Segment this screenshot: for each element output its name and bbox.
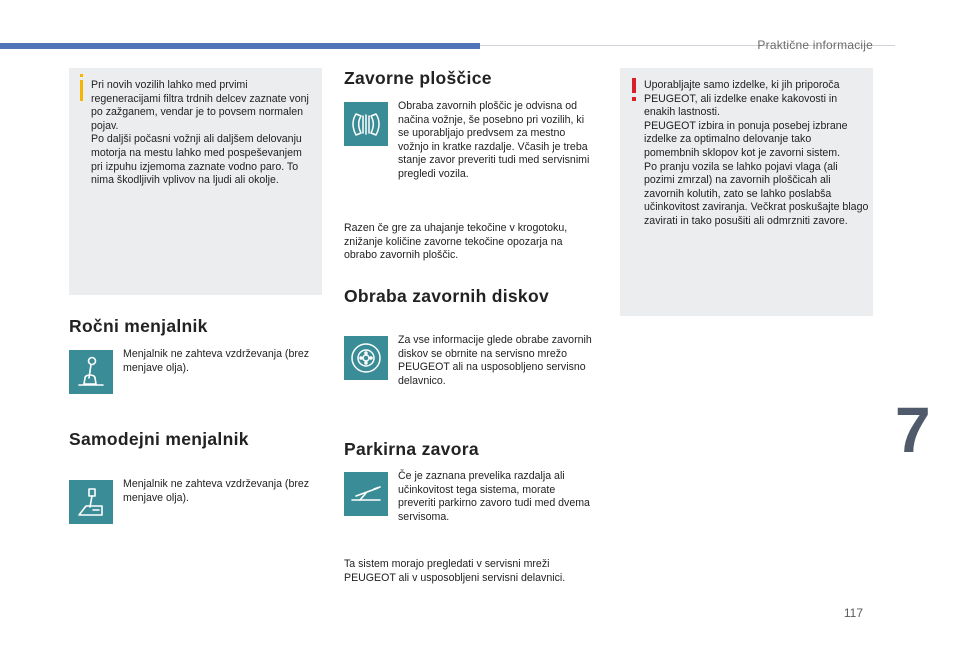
automatic-gearbox-text: Menjalnik ne zahteva vzdrževanja (brez menjave olja). xyxy=(123,478,310,504)
parking-brake-text: Če je zaznana prevelika razdalja ali učinkovitost tega sistema, morate preveriti parkirno zavoro tudi med dvema servisoma. xyxy=(398,470,590,523)
parking-brake-lever-icon xyxy=(344,472,388,516)
manual-gearbox-title: Ročni menjalnik xyxy=(69,316,208,336)
chapter-number: 7 xyxy=(895,394,931,466)
manual-gear-lever-icon xyxy=(69,350,113,394)
brake-discs-title: Obraba zavornih diskov xyxy=(344,286,549,306)
brake-discs-text: Za vse informacije glede obrabe zavornih diskov se obrnite na servisno mrežo PEUGEOT ali na usposobljeno servisno delavnico. xyxy=(398,334,592,387)
warning-note xyxy=(620,68,873,316)
brake-pads-text-2: Razen če gre za uhajanje tekočine v krogotoku, znižanje količine zavorne tekočine opozarja na obrabo zavornih ploščic. xyxy=(344,222,568,262)
brake-pads-title: Zavorne ploščice xyxy=(344,68,492,88)
parking-brake-text-2: Ta sistem morajo pregledati v servisni mreži PEUGEOT ali v usposobljeni servisni delavnici. xyxy=(344,558,566,584)
info-icon xyxy=(80,80,83,101)
brake-pads-text: Obraba zavornih ploščic je odvisna od načina vožnje, še posebno pri vozilih, ki se uporabljajo predvsem za mestno vožnjo in kratke razdalje. Včasih je treba stanje zavor preveriti tudi med servisnimi pregledi vozila. xyxy=(398,100,590,180)
brake-disc-icon xyxy=(344,336,388,380)
warning-icon xyxy=(632,78,636,93)
header-accent-bar xyxy=(0,43,480,49)
page-header-title: Praktične informacije xyxy=(757,38,873,52)
info-note xyxy=(69,68,322,295)
brake-pads-icon xyxy=(344,102,388,146)
warning-note-text: Uporabljajte samo izdelke, ki jih priporoča PEUGEOT, ali izdelke enake kakovosti in enakih lastnosti. PEUGEOT izbira in ponuja posebej izbrane izdelke za optimalno delovanje tako pomembnih sklopov kot je zavorni sistem. Po pranju vozila se lahko pojavi vlaga (ali pozimi zmrzal) na zavornih ploščicah ali zavornih kolutih, zato se lahko poslabša učinkovitost zaviranja. Večkrat poskušajte blago zavirati in tako posušiti ali odmrzniti zavore. xyxy=(644,79,869,227)
page-number: 117 xyxy=(843,606,863,620)
automatic-gearbox-title: Samodejni menjalnik xyxy=(69,429,249,449)
parking-brake-title: Parkirna zavora xyxy=(344,439,479,459)
automatic-gear-selector-icon xyxy=(69,480,113,524)
manual-gearbox-text: Menjalnik ne zahteva vzdrževanja (brez menjave olja). xyxy=(123,348,310,374)
info-note-text: Pri novih vozilih lahko med prvimi regeneracijami filtra trdnih delcev zaznate vonj po zažganem, vendar je to povsem normalen pojav. Po daljši počasni vožnji ali daljšem delovanju motorja na mestu lahko med pospeševanjem pri izpuhu izjemoma zaznate vodno paro. To nima škodljivih vplivov na ljudi ali okolje. xyxy=(91,79,309,187)
